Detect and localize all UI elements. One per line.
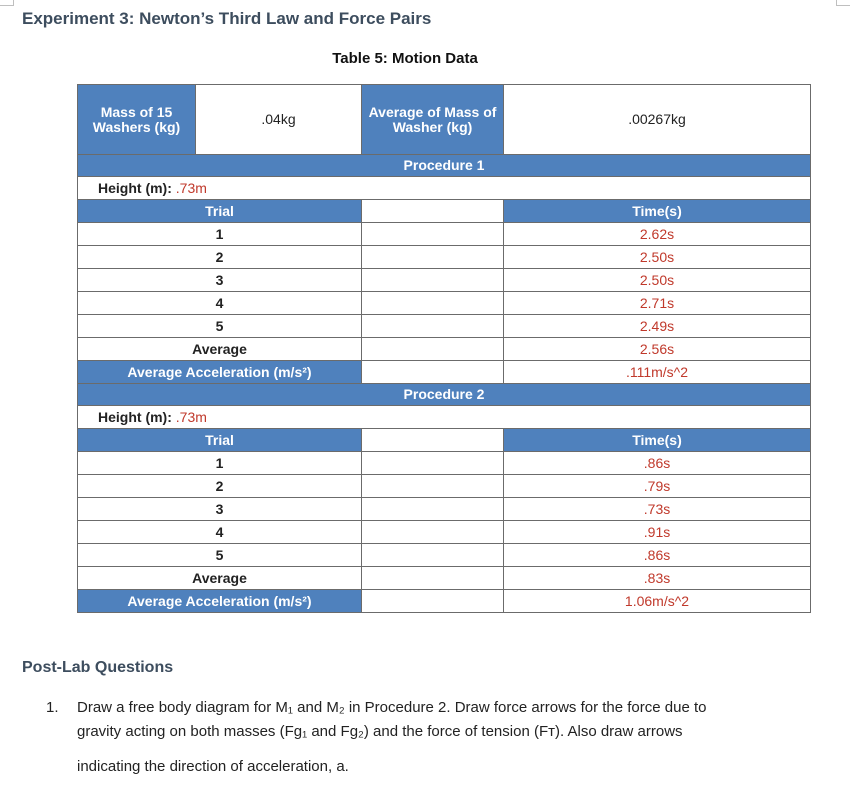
- trial-number: 1: [78, 223, 362, 246]
- trial-row: [78, 544, 811, 567]
- acceleration-label: Average Acceleration (m/s²): [78, 590, 362, 613]
- trial-row: [78, 521, 811, 544]
- trial-number: 5: [78, 544, 362, 567]
- trial-time: 2.50s: [504, 246, 811, 269]
- avg-mass-label: Average of Mass of Washer (kg): [362, 85, 504, 155]
- question-line-3: indicating the direction of acceleration, a.: [77, 758, 349, 775]
- trial-row: [78, 315, 811, 338]
- question-number: 1.: [46, 699, 59, 716]
- mass-row: [78, 85, 811, 155]
- column-header-row: [78, 200, 811, 223]
- trial-number: 3: [78, 269, 362, 292]
- motion-data-table: [77, 84, 811, 613]
- time-header: Time(s): [504, 200, 811, 223]
- acceleration-row: [78, 590, 811, 613]
- trial-time: .86s: [504, 452, 811, 475]
- document-title: Experiment 3: Newton’s Third Law and Force Pairs: [22, 9, 432, 28]
- trial-time: 2.62s: [504, 223, 811, 246]
- mass-value: .04kg: [196, 85, 362, 155]
- question-text: [77, 696, 807, 779]
- question-line-2: gravity acting on both masses (Fg₁ and Fg₂) and the force of tension (Fᴛ). Also draw arrows: [77, 723, 683, 740]
- trial-number: 4: [78, 521, 362, 544]
- average-row: [78, 567, 811, 590]
- question-line-1: Draw a free body diagram for M₁ and M₂ in Procedure 2. Draw force arrows for the force due to: [77, 699, 707, 716]
- acceleration-label: Average Acceleration (m/s²): [78, 361, 362, 384]
- table-caption: Table 5: Motion Data: [332, 50, 478, 67]
- column-header-row: [78, 429, 811, 452]
- average-label: Average: [78, 567, 362, 590]
- average-row: [78, 338, 811, 361]
- trial-number: 4: [78, 292, 362, 315]
- height-label: Height (m):: [98, 408, 172, 425]
- height-value: .73m: [175, 408, 207, 425]
- trial-time: 2.49s: [504, 315, 811, 338]
- trial-row: [78, 452, 811, 475]
- trial-row: [78, 269, 811, 292]
- mass-label: Mass of 15 Washers (kg): [78, 85, 196, 155]
- trial-time: .91s: [504, 521, 811, 544]
- height-label: Height (m):: [98, 179, 172, 196]
- trial-row: [78, 292, 811, 315]
- time-header: Time(s): [504, 429, 811, 452]
- trial-time: .73s: [504, 498, 811, 521]
- average-label: Average: [78, 338, 362, 361]
- height-row: [78, 406, 811, 429]
- trial-time: 2.71s: [504, 292, 811, 315]
- page-corner-mark-left: [0, 0, 14, 6]
- trial-time: .86s: [504, 544, 811, 567]
- trial-row: [78, 246, 811, 269]
- trial-number: 3: [78, 498, 362, 521]
- acceleration-value: .111m/s^2: [504, 361, 811, 384]
- procedure-title: Procedure 2: [78, 384, 811, 406]
- trial-number: 5: [78, 315, 362, 338]
- height-row: [78, 177, 811, 200]
- height-value: .73m: [175, 179, 207, 196]
- trial-header: Trial: [78, 200, 362, 223]
- trial-time: .79s: [504, 475, 811, 498]
- procedure-row: [78, 155, 811, 177]
- average-value: .83s: [504, 567, 811, 590]
- acceleration-value: 1.06m/s^2: [504, 590, 811, 613]
- procedure-row: [78, 384, 811, 406]
- post-lab-heading: Post-Lab Questions: [22, 659, 174, 676]
- trial-row: [78, 223, 811, 246]
- trial-number: 2: [78, 246, 362, 269]
- trial-header: Trial: [78, 429, 362, 452]
- page-corner-mark-right: [836, 0, 850, 6]
- average-value: 2.56s: [504, 338, 811, 361]
- trial-number: 2: [78, 475, 362, 498]
- trial-time: 2.50s: [504, 269, 811, 292]
- procedure-title: Procedure 1: [78, 155, 811, 177]
- avg-mass-value: .00267kg: [504, 85, 811, 155]
- trial-row: [78, 475, 811, 498]
- trial-number: 1: [78, 452, 362, 475]
- trial-row: [78, 498, 811, 521]
- acceleration-row: [78, 361, 811, 384]
